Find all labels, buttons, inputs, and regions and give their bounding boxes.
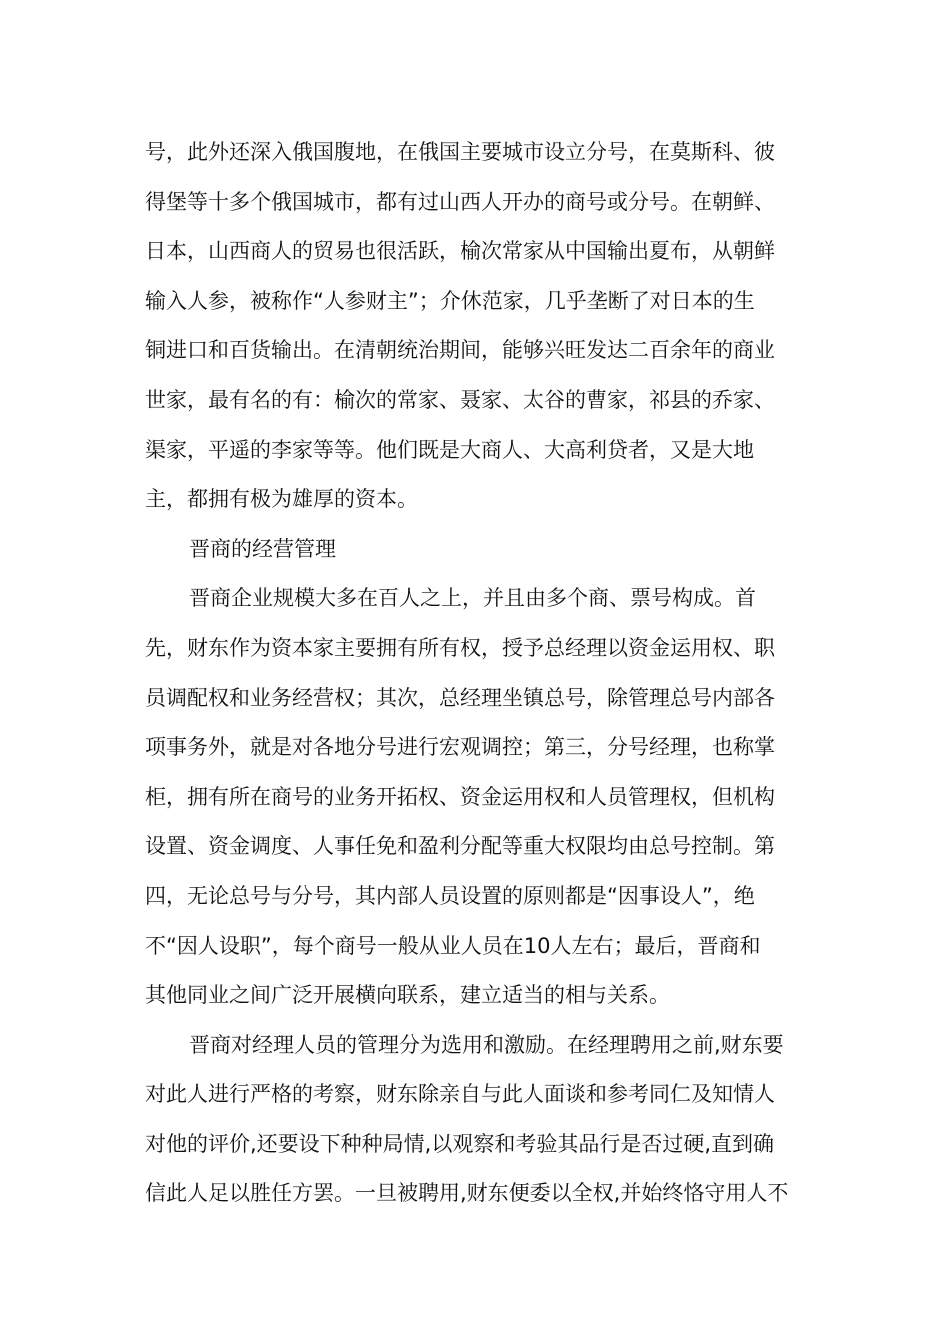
paragraph-line: 得堡等十多个俄国城市，都有过山西人开办的商号或分号。在朝鲜、 [145, 189, 775, 214]
paragraph-line: 员调配权和业务经营权；其次，总经理坐镇总号，除管理总号内部各 [145, 685, 775, 710]
paragraph-line: 晋商对经理人员的管理分为选用和激励。在经理聘用之前,财东要 [189, 1032, 784, 1057]
paragraph-line: 信此人足以胜任方罢。一旦被聘用,财东便委以全权,并始终恪守用人不 [145, 1181, 789, 1206]
paragraph-line: 日本，山西商人的贸易也很活跃，榆次常家从中国输出夏布，从朝鲜 [145, 239, 775, 264]
paragraph-line: 世家，最有名的有：榆次的常家、聂家、太谷的曹家，祁县的乔家、 [145, 387, 775, 412]
paragraph-line: 四，无论总号与分号，其内部人员设置的原则都是“因事设人”，绝 [145, 883, 755, 908]
paragraph-line: 先，财东作为资本家主要拥有所有权，授予总经理以资金运用权、职 [145, 635, 775, 660]
paragraph-line: 主，都拥有极为雄厚的资本。 [145, 487, 418, 512]
paragraph-line: 输入人参，被称作“人参财主”；介休范家，几乎垄断了对日本的生 [145, 288, 755, 313]
paragraph-line: 晋商企业规模大多在百人之上，并且由多个商、票号构成。首 [189, 586, 756, 611]
paragraph-line: 柜，拥有所在商号的业务开拓权、资金运用权和人员管理权，但机构 [145, 784, 775, 809]
section-heading: 晋商的经营管理 [189, 536, 336, 561]
paragraph-line: 渠家，平遥的李家等等。他们既是大商人、大高利贷者，又是大地 [145, 437, 754, 462]
paragraph-line: 项事务外，就是对各地分号进行宏观调控；第三，分号经理，也称掌 [145, 735, 775, 760]
paragraph-line: 号，此外还深入俄国腹地，在俄国主要城市设立分号，在莫斯科、彼 [145, 140, 775, 164]
paragraph-line: 对他的评价,还要设下种种局情,以观察和考验其品行是否过硬,直到确 [145, 1131, 775, 1156]
paragraph-line: 对此人进行严格的考察，财东除亲自与此人面谈和参考同仁及知情人 [145, 1082, 775, 1107]
document-body [145, 128, 845, 1219]
paragraph-line: 设置、资金调度、人事任免和盈利分配等重大权限均由总号控制。第 [145, 834, 775, 859]
paragraph-line: 其他同业之间广泛开展横向联系，建立适当的相与关系。 [145, 983, 670, 1008]
paragraph-line: 不“因人设职”，每个商号一般从业人员在10人左右；最后，晋商和 [145, 933, 761, 958]
paragraph-line: 铜进口和百货输出。在清朝统治期间，能够兴旺发达二百余年的商业 [145, 338, 775, 363]
